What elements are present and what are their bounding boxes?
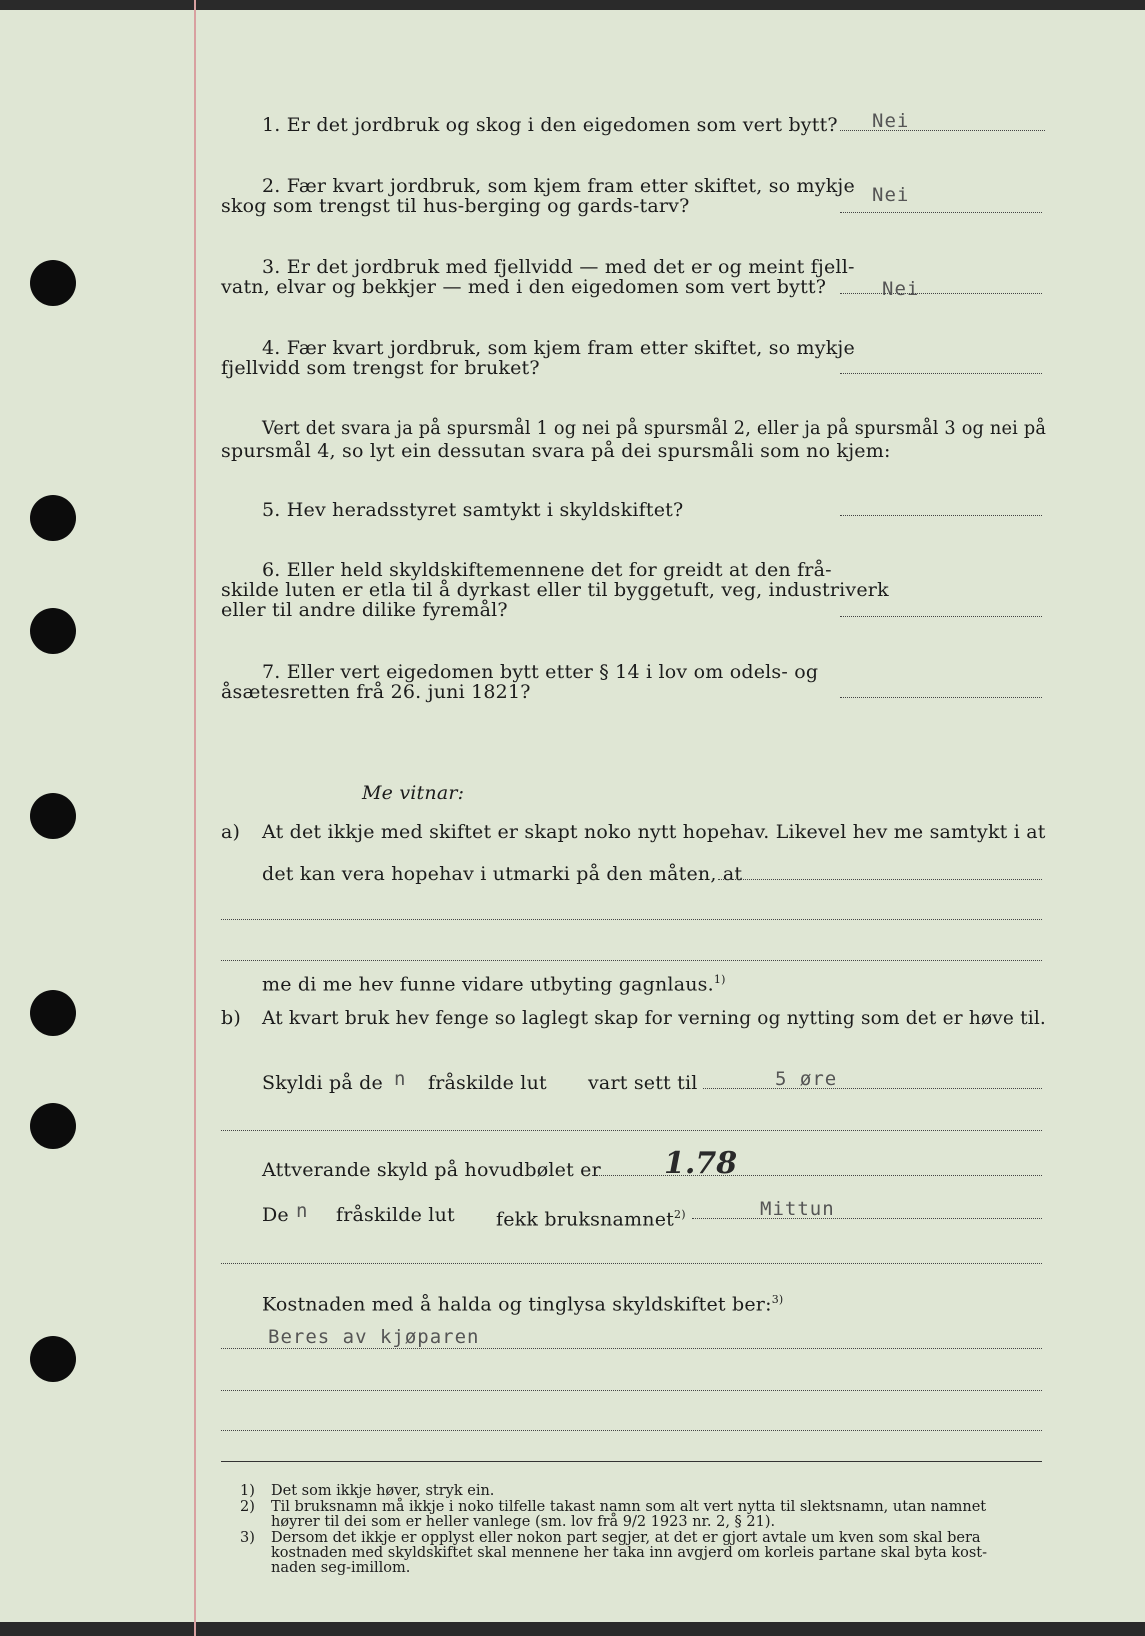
footnote-1-mark: 1) [240, 1483, 255, 1499]
footnote-2-line-2: høyrer til dei som er heller vanlege (sm. lov frå 9/2 1923 nr. 2, § 21). [271, 1514, 776, 1530]
bruksnamn-de-label: De [262, 1204, 289, 1226]
skyld-value-line [703, 1088, 1042, 1089]
bruksnamn-value: Mittun [760, 1198, 835, 1220]
attverande-value-line [592, 1175, 1042, 1176]
item-b-line: At kvart bruk hev fenge so laglegt skap for verning og nytting som det er høve til. [262, 1007, 1047, 1029]
punch-hole [30, 793, 76, 839]
question-6-line-1: 6. Eller held skyldskiftemennene det for greidt at den frå- [262, 559, 832, 581]
answer-line-1 [840, 130, 1045, 131]
answer-2: Nei [872, 184, 910, 206]
item-a-marker: a) [221, 821, 241, 843]
kostnad-fill-line-1 [221, 1348, 1042, 1349]
footnote-3-line-2: kostnaden med skyldskiftet skal mennene her taka inn avgjerd om korleis partane skal byta kost- [271, 1545, 988, 1561]
item-a-fill-line-1 [718, 879, 1042, 880]
question-2-line-2: skog som trengst til hus-berging og gards-tarv? [221, 195, 690, 217]
question-6-line-2: skilde luten er etla til å dyrkast eller til byggetuft, veg, industriverk [221, 579, 889, 601]
answer-line-4 [840, 373, 1042, 374]
question-4-line-1: 4. Fær kvart jordbruk, som kjem fram etter skiftet, so mykje [262, 337, 855, 359]
punch-hole [30, 990, 76, 1036]
attverande-value: 1.78 [664, 1146, 738, 1181]
kostnad-label: Kostnaden med å halda og tinglysa skyldskiftet ber:$^{3)}$ [262, 1293, 784, 1316]
item-b-marker: b) [221, 1007, 241, 1029]
skyld-label: Skyldi på de [262, 1072, 383, 1094]
question-7-line-1: 7. Eller vert eigedomen bytt etter § 14 i lov om odels- og [262, 661, 819, 683]
instruction-line-2: spursmål 4, so lyt ein dessutan svara på dei spursmåli som no kjem: [221, 440, 891, 462]
question-6-line-3: eller til andre dilike fyremål? [221, 599, 508, 621]
kostnad-value: Beres av kjøparen [268, 1326, 480, 1348]
scan-edge-top [0, 0, 1145, 10]
item-a-fill-line-2 [221, 919, 1042, 920]
attverande-label: Attverande skyld på hovudbølet er [262, 1159, 601, 1181]
bruksnamn-value-line [692, 1218, 1042, 1219]
scan-edge-bottom [0, 1622, 1145, 1636]
question-3-line-1: 3. Er det jordbruk med fjellvidd — med det er og meint fjell- [262, 256, 855, 278]
answer-line-7 [840, 697, 1042, 698]
footnote-3-line-1: Dersom det ikkje er opplyst eller nokon part segjer, at det er gjort avtale um kven som skal bera [271, 1530, 981, 1546]
skyld-value: 5 øre [775, 1068, 838, 1090]
footnote-2-mark: 2) [240, 1499, 255, 1515]
item-a-line-1: At det ikkje med skiftet er skapt noko nytt hopehav. Likevel hev me samtykt i at [262, 821, 1046, 843]
question-4-line-2: fjellvidd som trengst for bruket? [221, 357, 540, 379]
bruksnamn-lut-label: fråskilde lut [336, 1204, 455, 1226]
punch-hole [30, 1103, 76, 1149]
item-a-line-2: det kan vera hopehav i utmarki på den måten, at [262, 863, 743, 885]
answer-3: Nei [882, 278, 920, 300]
question-5: 5. Hev heradsstyret samtykt i skyldskiftet? [262, 499, 684, 521]
kostnad-fill-line-2 [221, 1390, 1042, 1391]
answer-line-3 [840, 293, 1042, 294]
question-1: 1. Er det jordbruk og skog i den eigedomen som vert bytt? [262, 114, 838, 136]
instruction-line-1: Vert det svara ja på spursmål 1 og nei på spursmål 2, eller ja på spursmål 3 og nei på [262, 417, 1047, 439]
footnote-separator [221, 1461, 1042, 1462]
margin-line [194, 0, 196, 1636]
item-a-line-3: me di me hev funne vidare utbyting gagnlaus.$^{1)}$ [262, 973, 726, 996]
answer-line-6 [840, 616, 1042, 617]
answer-line-5 [840, 515, 1042, 516]
kostnad-fill-line-3 [221, 1430, 1042, 1431]
question-3-line-2: vatn, elvar og bekkjer — med i den eigedomen som vert bytt? [221, 276, 827, 298]
footnote-1: Det som ikkje høver, stryk ein. [271, 1483, 495, 1499]
skyld-sett-label: vart sett til [588, 1072, 698, 1094]
question-7-line-2: åsætesretten frå 26. juni 1821? [221, 681, 531, 703]
skyld-gender-suffix: n [394, 1068, 407, 1090]
punch-hole [30, 495, 76, 541]
punch-hole [30, 608, 76, 654]
answer-line-2 [840, 212, 1042, 213]
answer-1: Nei [872, 110, 910, 132]
footnote-2-line-1: Til bruksnamn må ikkje i noko tilfelle takast namn som alt vert nytta til slektsnamn, utan namnet [271, 1499, 987, 1515]
punch-hole [30, 1336, 76, 1382]
question-2-line-1: 2. Fær kvart jordbruk, som kjem fram etter skiftet, so mykje [262, 175, 855, 197]
witness-heading: Me vitnar: [362, 782, 465, 804]
footnote-3-line-3: naden seg-imillom. [271, 1560, 411, 1576]
item-a-fill-line-3 [221, 960, 1042, 961]
bruksnamn-fill-line [221, 1263, 1042, 1264]
footnote-3-mark: 3) [240, 1530, 255, 1546]
skyld-lut-label: fråskilde lut [428, 1072, 547, 1094]
bruksnamn-gender-suffix: n [296, 1200, 309, 1222]
bruksnamn-label: fekk bruksnamnet$^{2)}$ [496, 1208, 686, 1231]
punch-hole [30, 260, 76, 306]
skyld-fill-line [221, 1130, 1042, 1131]
